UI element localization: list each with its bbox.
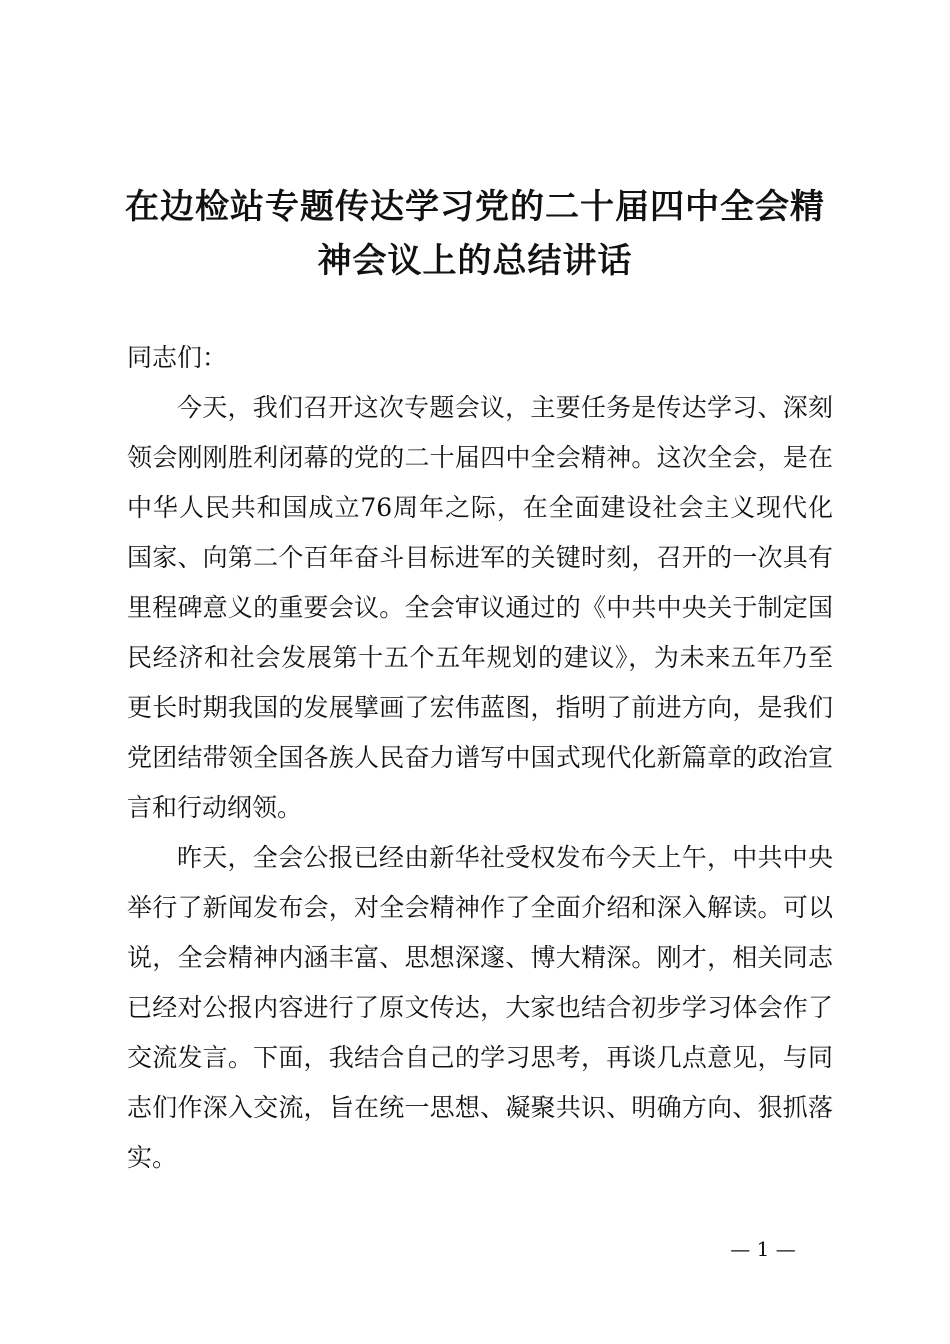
title-line-1: 在边检站专题传达学习党的二十届四中全会精	[125, 187, 825, 227]
document-title	[110, 180, 840, 288]
document-body	[127, 333, 833, 1183]
page-number: — 1 —	[730, 1237, 796, 1261]
paragraph-2: 昨天，全会公报已经由新华社受权发布今天上午，中共中央举行了新闻发布会，对全会精神作了全面介绍和深入解读。可以说，全会精神内涵丰富、思想深邃、博大精深。刚才，相关同志已经对公报内容进行了原文传达，大家也结合初步学习体会作了交流发言。下面，我结合自己的学习思考，再谈几点意见，与同志们作深入交流，旨在统一思想、凝聚共识、明确方向、狠抓落实。	[127, 843, 833, 1172]
paragraph-1: 今天，我们召开这次专题会议，主要任务是传达学习、深刻领会刚刚胜利闭幕的党的二十届四中全会精神。这次全会，是在中华人民共和国成立76周年之际，在全面建设社会主义现代化国家、向第二个百年奋斗目标进军的关键时刻，召开的一次具有里程碑意义的重要会议。全会审议通过的《中共中央关于制定国民经济和社会发展第十五个五年规划的建议》，为未来五年乃至更长时期我国的发展擘画了宏伟蓝图，指明了前进方向，是我们党团结带领全国各族人民奋力谱写中国式现代化新篇章的政治宣言和行动纲领。	[127, 393, 833, 822]
title-line-2: 神会议上的总结讲话	[317, 241, 633, 281]
salutation: 同志们：	[127, 343, 228, 372]
